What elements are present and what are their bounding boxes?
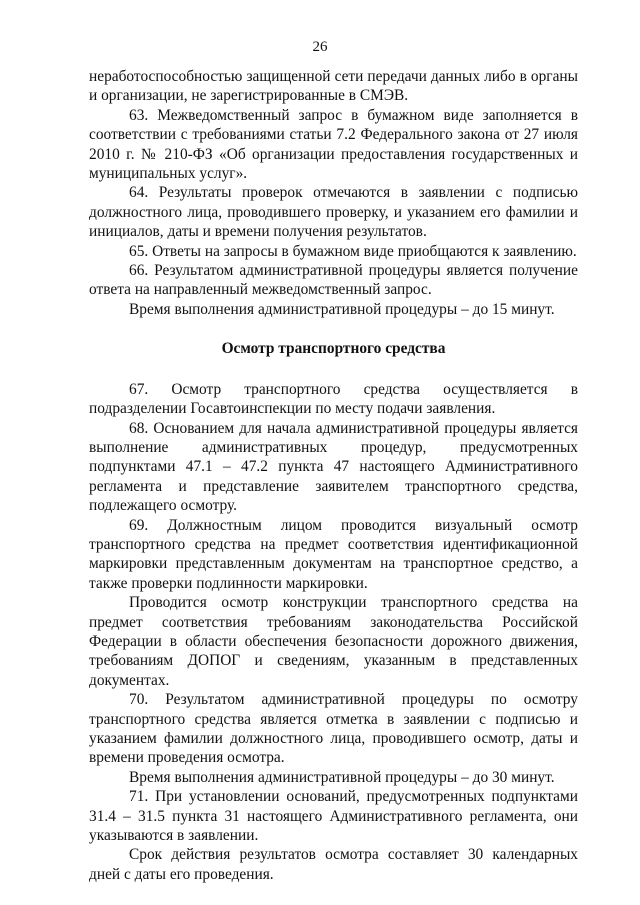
paragraph-65: 65. Ответы на запросы в бумажном виде приобщаются к заявлению. [129,242,577,260]
paragraph-63: 63. Межведомственный запрос в бумажном виде заполняется в соответствии с требованиями статьи 7.2 Федерального закона от 27 июля 2010 г. № 210-ФЗ «Об организации предоставления государственных и муниципальных услуг». [89,106,578,183]
page-number: 26 [312,39,328,55]
paragraph-69: 69. Должностным лицом проводится визуальный осмотр транспортного средства на предмет соответствия идентификационной маркировки представленным документам на транспортное средство, а также проверки подлинности маркировки. [89,516,578,592]
paragraph-68: 68. Основанием для начала административной процедуры является выполнение административных процедур, предусмотренных подпунктами 47.1 – 47.2 пункта 47 настоящего Административного регламента и представление заявителем транспортного средства, подлежащего осмотру. [89,419,578,515]
section-heading: Осмотр транспортного средства [221,340,446,358]
paragraph-continuation: неработоспособностью защищенной сети передачи данных либо в органы и организации, не зарегистрированные в СМЭВ. [89,68,578,105]
paragraph-time-15-minutes: Время выполнения административной процедуры – до 15 минут. [129,300,555,318]
paragraph-time-30-minutes: Время выполнения административной процедуры – до 30 минут. [129,768,555,786]
paragraph-71: 71. При установлении оснований, предусмотренных подпунктами 31.4 – 31.5 пункта 31 настоящего Административного регламента, они указываются в заявлении. [89,788,578,845]
paragraph-67: 67. Осмотр транспортного средства осуществляется в подразделении Госавтоинспекции по месту подачи заявления. [89,380,578,418]
paragraph-construction-inspection: Проводится осмотр конструкции транспортного средства на предмет соответствия требованиям законодательства Российской Федерации в области обеспечения безопасности дорожного движения, требованиям ДОПОГ и сведениям, указанным в представленных документах. [89,594,578,689]
paragraph-70: 70. Результатом административной процедуры по осмотру транспортного средства является отметка в заявлении с подписью и указанием фамилии должностного лица, проводившего осмотр, даты и времени проведения осмотра. [89,691,578,767]
paragraph-66: 66. Результатом административной процедуры является получение ответа на направленный межведомственный запрос. [89,262,578,299]
paragraph-64: 64. Результаты проверок отмечаются в заявлении с подписью должностного лица, проводившего проверку, и указанием его фамилии и инициалов, даты и времени получения результатов. [89,184,578,241]
document-body [89,67,578,884]
paragraph-validity-period: Срок действия результатов осмотра составляет 30 календарных дней с даты его проведения. [89,846,578,883]
